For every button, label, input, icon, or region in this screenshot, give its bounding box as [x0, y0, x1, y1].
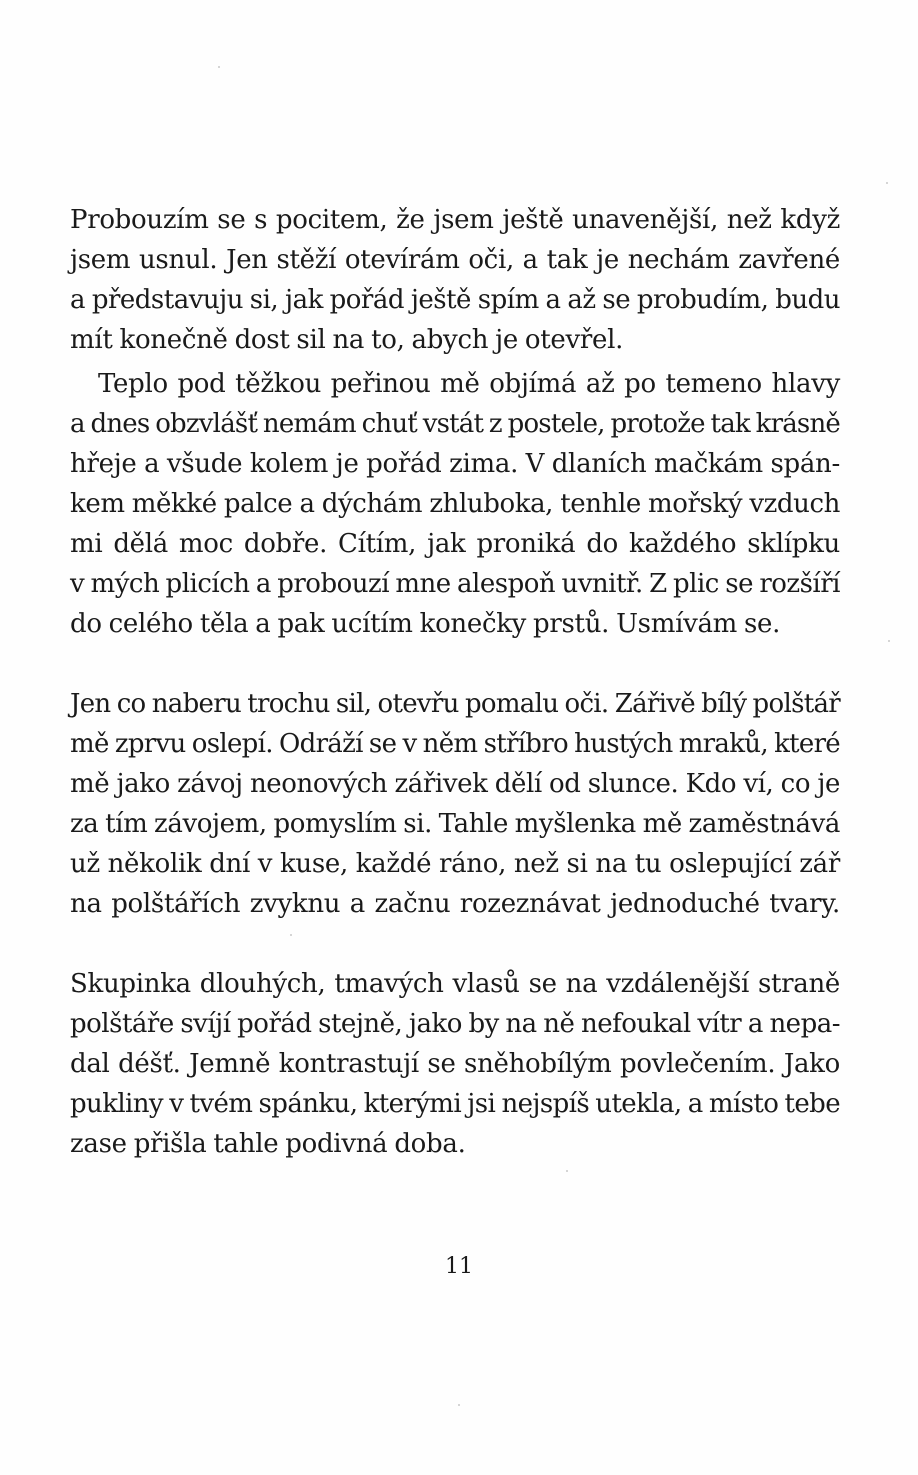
text-line: kem měkké palce a dýchám zhluboka, tenhle mořský vzduch: [70, 489, 840, 519]
paragraph-1: [70, 200, 840, 360]
text-line: polštáře svíjí pořád stejně, jako by na ně nefoukal vítr a nepa-: [70, 1009, 840, 1039]
scan-speck: [290, 934, 292, 936]
paragraph-4: [70, 964, 840, 1164]
text-line: pukliny v tvém spánku, kterými jsi nejspíš utekla, a místo tebe: [70, 1089, 840, 1119]
text-line: hřeje a všude kolem je pořád zima. V dlaních mačkám spán-: [70, 449, 840, 479]
text-line: a dnes obzvlášť nemám chuť vstát z postele, protože tak krásně: [70, 409, 840, 439]
text-line: zase přišla tahle podivná doba.: [70, 1129, 466, 1159]
text-line: mě zprvu oslepí. Odráží se v něm stříbro hustých mraků, které: [70, 729, 840, 759]
text-line: mě jako závoj neonových zářivek dělí od slunce. Kdo ví, co je: [70, 769, 840, 799]
text-line: za tím závojem, pomyslím si. Tahle myšlenka mě zaměstnává: [70, 809, 840, 839]
scan-speck: [218, 66, 220, 68]
page-number: 11: [445, 1254, 473, 1279]
text-line: v mých plicích a probouzí mne alespoň uvnitř. Z plic se rozšíří: [70, 569, 840, 599]
scan-speck: [888, 640, 890, 642]
paragraph-3: [70, 684, 840, 924]
text-line: mi dělá moc dobře. Cítím, jak proniká do každého sklípku: [70, 529, 840, 559]
text-line: jsem usnul. Jen stěží otevírám oči, a tak je nechám zavřené: [70, 245, 840, 275]
text-line: do celého těla a pak ucítím konečky prstů. Usmívám se.: [70, 609, 781, 639]
text-line: Probouzím se s pocitem, že jsem ještě unavenější, než když: [70, 205, 840, 235]
text-line: Teplo pod těžkou peřinou mě objímá až po temeno hlavy: [98, 369, 840, 399]
text-line: mít konečně dost sil na to, abych je otevřel.: [70, 325, 624, 355]
scan-speck: [886, 182, 888, 184]
paragraph-2: [70, 364, 840, 644]
text-line: na polštářích zvyknu a začnu rozeznávat jednoduché tvary.: [70, 889, 840, 919]
text-line: dal déšť. Jemně kontrastují se sněhobílým povlečením. Jako: [70, 1049, 840, 1079]
text-line: už několik dní v kuse, každé ráno, než si na tu oslepující zář: [70, 849, 840, 879]
text-line: a představuju si, jak pořád ještě spím a až se probudím, budu: [70, 285, 840, 315]
scan-speck: [458, 1404, 460, 1406]
scan-speck: [566, 1170, 568, 1172]
text-line: Skupinka dlouhých, tmavých vlasů se na vzdálenější straně: [70, 969, 840, 999]
text-line: Jen co naberu trochu sil, otevřu pomalu oči. Zářivě bílý polštář: [70, 689, 840, 719]
